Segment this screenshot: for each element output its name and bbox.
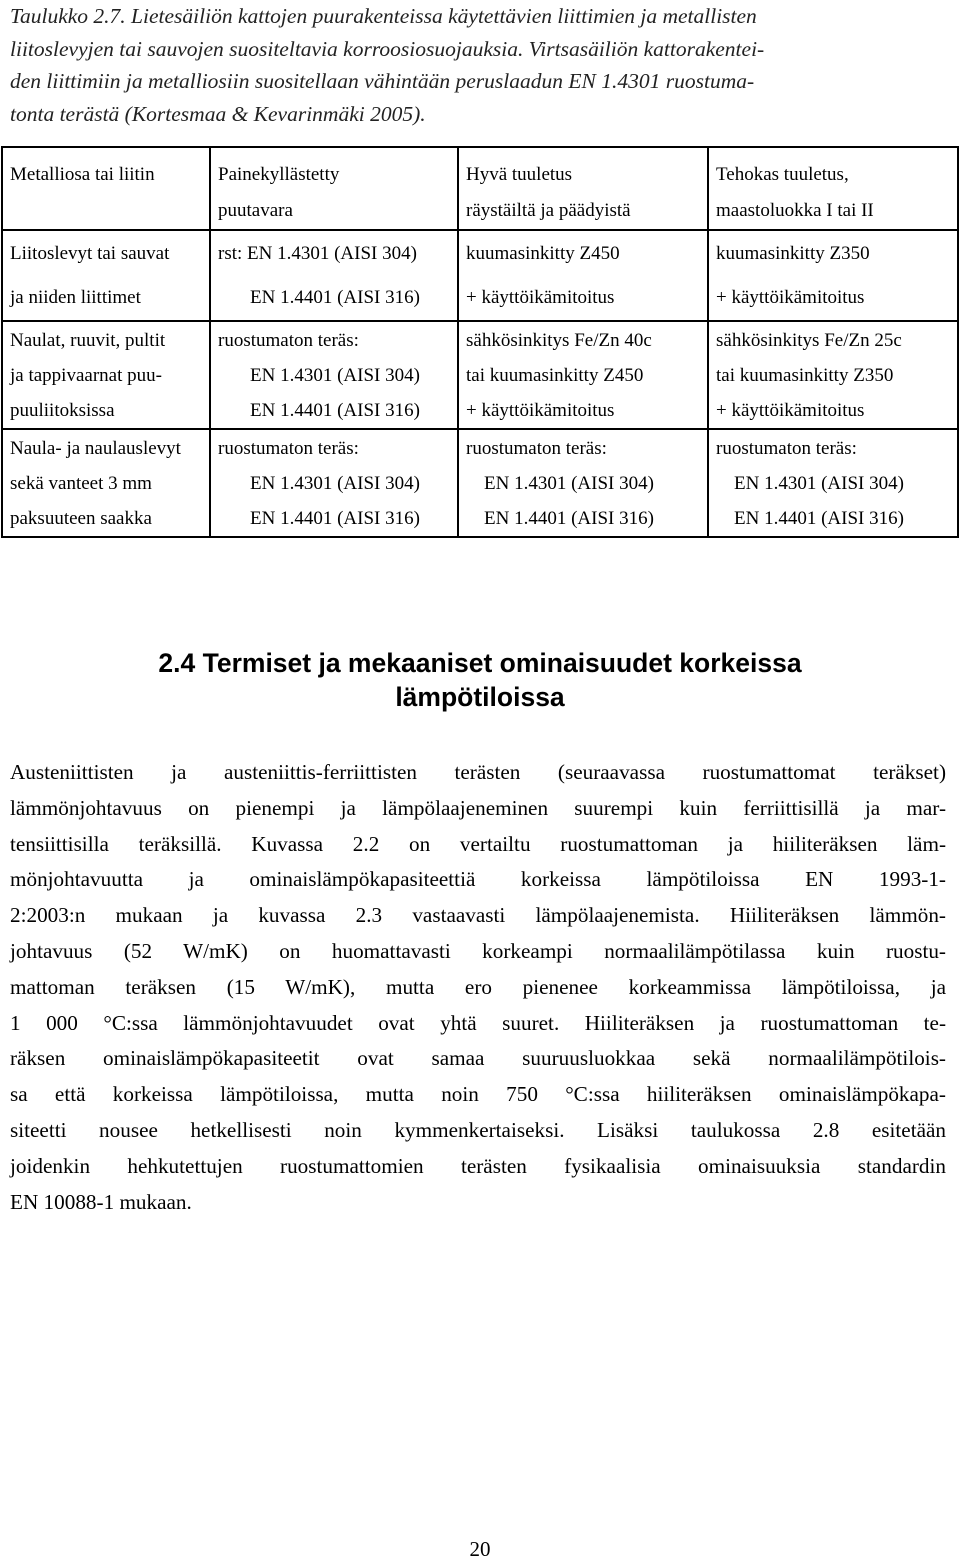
table-row bbox=[2, 321, 958, 429]
header-cell bbox=[458, 147, 708, 230]
table-caption bbox=[10, 0, 950, 130]
paragraph-line: siteetti nousee hetkellisesti noin kymmenkertaiseksi. Lisäksi taulukossa 2.8 esitetään bbox=[10, 1117, 946, 1142]
table-cell: sähkösinkitys Fe/Zn 25c tai kuumasinkitty Z350 + käyttöikämitoitus bbox=[708, 321, 958, 429]
table-cell: kuumasinkitty Z450 + käyttöikämitoitus bbox=[458, 230, 708, 321]
paragraph-line: 1 000 °C:ssa lämmönjohtavuudet ovat yhtä suuret. Hiiliteräksen ja ruostumattoman te- bbox=[10, 1010, 946, 1035]
header-label: puutavara bbox=[218, 200, 293, 221]
page-number: 20 bbox=[469, 1537, 491, 1561]
header-label: räystäiltä ja päädyistä bbox=[466, 200, 631, 221]
paragraph-line: johtavuus (52 W/mK) on huomattavasti korkeampi normaalilämpötilassa kuin ruostu- bbox=[10, 938, 946, 963]
table-cell: Naulat, ruuvit, pultit ja tappivaarnat puu- puuliitoksissa bbox=[2, 321, 210, 429]
caption-line: den liittimiin ja metalliosiin suositellaan vähintään peruslaadun EN 1.4301 ruostuma- bbox=[10, 69, 755, 93]
paragraph-line: 2:2003:n mukaan ja kuvassa 2.3 vastaavasti lämpölaajenemista. Hiiliteräksen lämmön- bbox=[10, 903, 946, 928]
caption-line: tonta terästä (Kortesmaa & Kevarinmäki 2005). bbox=[10, 101, 426, 126]
paragraph-line: EN 10088-1 mukaan. bbox=[10, 1189, 192, 1214]
paragraph-line: tensiittisilla teräksillä. Kuvassa 2.2 on vertailtu ruostumattoman ja hiiliteräksen läm- bbox=[10, 831, 946, 856]
header-label: Painekyllästetty bbox=[218, 164, 340, 185]
table-cell: rst: EN 1.4301 (AISI 304) EN 1.4401 (AISI 316) bbox=[210, 230, 458, 321]
header-label: maastoluokka I tai II bbox=[716, 200, 874, 221]
table-cell: kuumasinkitty Z350 + käyttöikämitoitus bbox=[708, 230, 958, 321]
table-cell: ruostumaton teräs: EN 1.4301 (AISI 304) EN 1.4401 (AISI 316) bbox=[210, 429, 458, 537]
table-cell: ruostumaton teräs: EN 1.4301 (AISI 304) EN 1.4401 (AISI 316) bbox=[708, 429, 958, 537]
caption-line: liitoslevyjen tai sauvojen suositeltavia korroosiosuojauksia. Virtsasäiliön kattorakentei- bbox=[10, 36, 765, 61]
table-row bbox=[2, 230, 958, 321]
paragraph-line: sa että korkeissa lämpötiloissa, mutta noin 750 °C:ssa hiiliteräksen ominaislämpökapa- bbox=[10, 1082, 946, 1107]
section-heading-line: 2.4 Termiset ja mekaaniset ominaisuudet korkeissa bbox=[158, 648, 802, 678]
table-cell: ruostumaton teräs: EN 1.4301 (AISI 304) EN 1.4401 (AISI 316) bbox=[210, 321, 458, 429]
header-cell bbox=[2, 147, 210, 230]
paragraph-line: mattoman teräksen (15 W/mK), mutta ero pienenee korkeammissa lämpötiloissa, ja bbox=[10, 974, 946, 999]
table-row bbox=[2, 429, 958, 537]
table-cell: ruostumaton teräs: EN 1.4301 (AISI 304) EN 1.4401 (AISI 316) bbox=[458, 429, 708, 537]
header-label: Metalliosa tai liitin bbox=[10, 164, 155, 185]
table-header-row bbox=[2, 147, 958, 230]
header-cell bbox=[708, 147, 958, 230]
table-cell: Naula- ja naulauslevyt sekä vanteet 3 mm paksuuteen saakka bbox=[2, 429, 210, 537]
paragraph-line: joidenkin hehkutettujen ruostumattomien terästen fysikaalisia ominaisuuksia standardin bbox=[10, 1153, 946, 1178]
corrosion-protection-table bbox=[1, 146, 959, 538]
section-heading-line: lämpötiloissa bbox=[395, 682, 565, 712]
caption-line: Taulukko 2.7. Lietesäiliön kattojen puurakenteissa käytettävien liittimien ja metallisten bbox=[10, 4, 757, 28]
paragraph-line: Austeniittisten ja austeniittis-ferriittisten terästen (seuraavassa ruostumattomat teräkset) bbox=[10, 760, 946, 784]
body-paragraph bbox=[10, 755, 946, 1220]
section-heading bbox=[0, 646, 960, 714]
header-label: Tehokas tuuletus, bbox=[716, 164, 849, 185]
table-cell: sähkösinkitys Fe/Zn 40c tai kuumasinkitty Z450 + käyttöikämitoitus bbox=[458, 321, 708, 429]
paragraph-line: mönjohtavuutta ja ominaislämpökapasiteettiä korkeissa lämpötiloissa EN 1993-1- bbox=[10, 867, 946, 892]
paragraph-line: lämmönjohtavuus on pienempi ja lämpölaajeneminen suurempi kuin ferriittisillä ja mar- bbox=[10, 795, 946, 820]
header-cell bbox=[210, 147, 458, 230]
header-label: Hyvä tuuletus bbox=[466, 164, 573, 185]
table-cell: Liitoslevyt tai sauvat ja niiden liittimet bbox=[2, 230, 210, 321]
paragraph-line: räksen ominaislämpökapasiteetit ovat samaa suuruusluokkaa sekä normaalilämpötilois- bbox=[10, 1046, 946, 1071]
